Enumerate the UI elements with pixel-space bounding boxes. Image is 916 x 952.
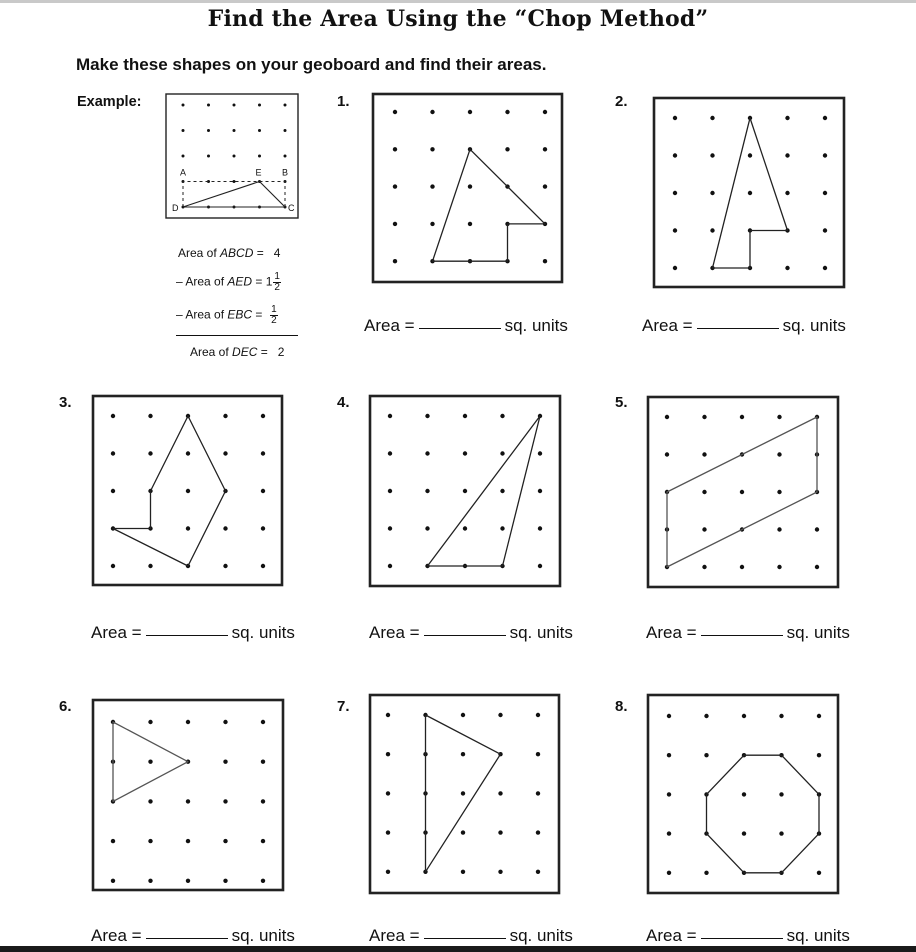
geoboard-3-peg (261, 414, 265, 418)
geoboard-4-peg (388, 526, 392, 530)
area-answer-7: Area = sq. units (369, 926, 573, 945)
geoboard-6-peg (111, 839, 115, 843)
geoboard-3-peg (148, 564, 152, 568)
geoboard-example-peg (233, 104, 236, 107)
geoboard-4-peg (463, 414, 467, 418)
geoboard-7-peg (498, 791, 502, 795)
geoboard-8-peg (742, 831, 746, 835)
geoboard-7-peg (498, 870, 502, 874)
shape-4-polygon (428, 416, 541, 566)
geoboard-8-peg (667, 753, 671, 757)
geoboard-7-peg (461, 870, 465, 874)
geoboard-8-peg (779, 714, 783, 718)
geoboard-4-peg (425, 414, 429, 418)
geoboard-5-peg (777, 452, 781, 456)
area-answer-2: Area = sq. units (642, 316, 846, 335)
geoboard-8-peg (817, 871, 821, 875)
geoboard-6-peg (186, 720, 190, 724)
geoboard-4-peg (388, 414, 392, 418)
calc-area-aed: – Area of AED = 1 $\frac{1}{2}$ (176, 271, 280, 293)
geoboard-4-peg (500, 451, 504, 455)
geoboard-example-peg (207, 155, 210, 158)
geoboard-6-peg (223, 720, 227, 724)
geoboard-3-peg (111, 489, 115, 493)
problem-number-7: 7. (337, 698, 350, 715)
geoboard-4-peg (388, 489, 392, 493)
calc-area-dec: Area of DEC = 2 (190, 345, 285, 359)
geoboard-example-peg (182, 129, 185, 132)
geoboard-6-peg (223, 879, 227, 883)
geoboard-example-peg (258, 104, 261, 107)
geoboard-2-peg (673, 116, 677, 120)
geoboard-2-peg (710, 153, 714, 157)
geoboard-5-peg (815, 527, 819, 531)
geoboard-1-peg (543, 110, 547, 114)
geoboard-7-peg (536, 713, 540, 717)
geoboard-6-peg (223, 799, 227, 803)
geoboard-5-peg (740, 490, 744, 494)
geoboard-3-peg (261, 489, 265, 493)
geoboard-3-peg (261, 451, 265, 455)
geoboard-2-peg (673, 191, 677, 195)
shape-1-polygon (433, 149, 546, 261)
geoboard-6-peg (186, 839, 190, 843)
geoboard-3-peg (111, 564, 115, 568)
geoboard-5-peg (702, 527, 706, 531)
geoboard-4-peg (463, 451, 467, 455)
geoboard-example-peg (233, 129, 236, 132)
geoboard-2-peg (710, 116, 714, 120)
geoboard-2-peg (748, 153, 752, 157)
geoboard-2-peg (748, 191, 752, 195)
geoboard-6-peg (223, 839, 227, 843)
geoboard-2-peg (823, 266, 827, 270)
geoboard-5-peg (777, 415, 781, 419)
geoboard-2-peg (785, 266, 789, 270)
geoboard-2-peg (823, 228, 827, 232)
geoboard-3-peg (111, 451, 115, 455)
geoboard-6-peg (148, 839, 152, 843)
geoboard-example-peg (182, 104, 185, 107)
geoboard-1-peg (468, 184, 472, 188)
example-point-label: C (288, 203, 295, 213)
geoboard-6-peg (148, 879, 152, 883)
geoboard-7-peg (461, 791, 465, 795)
geoboard-4-peg (388, 451, 392, 455)
geoboard-8-peg (667, 871, 671, 875)
geoboard-8-peg (779, 792, 783, 796)
bottom-rule (0, 946, 916, 952)
geoboard-6-peg (186, 879, 190, 883)
geoboard-example-peg (207, 104, 210, 107)
geoboard-6-peg (111, 879, 115, 883)
geoboard-2-peg (673, 266, 677, 270)
area-answer-3: Area = sq. units (91, 623, 295, 642)
geoboard-2-peg (710, 228, 714, 232)
geoboard-4-peg (425, 451, 429, 455)
geoboard-1-peg (393, 259, 397, 263)
geoboard-5-peg (740, 565, 744, 569)
geoboard-6-peg (261, 760, 265, 764)
geoboard-1-peg (543, 259, 547, 263)
geoboard-8-peg (704, 714, 708, 718)
geoboard-8-peg (742, 792, 746, 796)
geoboard-5-peg (777, 527, 781, 531)
geoboard-4-peg (425, 526, 429, 530)
example-triangle-dec (183, 182, 285, 208)
geoboard-3-peg (261, 526, 265, 530)
geoboard-1-peg (505, 147, 509, 151)
problem-number-3: 3. (59, 394, 72, 411)
geoboard-7-peg (498, 830, 502, 834)
geoboard-2-peg (673, 228, 677, 232)
geoboard-4-peg (500, 489, 504, 493)
problem-number-4: 4. (337, 394, 350, 411)
area-answer-8: Area = sq. units (646, 926, 850, 945)
geoboard-2-peg (673, 153, 677, 157)
page-title: Find the Area Using the “Chop Method” (207, 6, 709, 32)
calc-area-abcd: Area of ABCD = 4 (178, 246, 281, 260)
geoboard-example-peg (207, 129, 210, 132)
geoboard-1-peg (430, 222, 434, 226)
geoboard-3-peg (186, 489, 190, 493)
geoboard-1-frame (373, 94, 562, 282)
geoboard-example-peg (182, 155, 185, 158)
geoboard-7-peg (386, 752, 390, 756)
geoboard-1-peg (468, 110, 472, 114)
geoboard-6-peg (261, 839, 265, 843)
geoboard-5-peg (777, 490, 781, 494)
geoboard-example-peg (233, 180, 236, 183)
geoboard-3-peg (186, 526, 190, 530)
geoboard-8-peg (779, 831, 783, 835)
geoboard-7-peg (536, 870, 540, 874)
problem-number-5: 5. (615, 394, 628, 411)
geoboard-4-peg (463, 489, 467, 493)
geoboard-8-peg (667, 714, 671, 718)
geoboard-7-peg (498, 713, 502, 717)
geoboard-5-peg (740, 415, 744, 419)
geoboard-8-peg (817, 753, 821, 757)
geoboard-2-peg (823, 153, 827, 157)
geoboard-5-peg (815, 565, 819, 569)
geoboard-6-peg (148, 720, 152, 724)
geoboard-example-peg (284, 104, 287, 107)
geoboard-example-frame (166, 94, 298, 218)
geoboard-4-peg (538, 564, 542, 568)
area-answer-1: Area = sq. units (364, 316, 568, 335)
geoboard-3-peg (223, 526, 227, 530)
geoboard-7-peg (386, 791, 390, 795)
geoboard-6-frame (93, 700, 283, 890)
geoboard-8-peg (704, 753, 708, 757)
shape-3-polygon (113, 416, 226, 566)
geoboard-8-peg (667, 831, 671, 835)
instructions: Make these shapes on your geoboard and find their areas. (76, 55, 547, 74)
geoboard-7-peg (386, 870, 390, 874)
geoboard-5-peg (702, 490, 706, 494)
geoboard-1-peg (543, 147, 547, 151)
geoboard-4-peg (538, 451, 542, 455)
geoboard-1-peg (393, 147, 397, 151)
geoboard-4-peg (538, 489, 542, 493)
geoboard-example-peg (258, 155, 261, 158)
geoboard-1-peg (393, 184, 397, 188)
geoboard-1-peg (543, 184, 547, 188)
geoboard-2-peg (785, 191, 789, 195)
geoboard-5-peg (702, 565, 706, 569)
geoboard-1-peg (430, 110, 434, 114)
problem-number-2: 2. (615, 93, 628, 110)
shape-8-polygon (707, 755, 820, 873)
geoboard-7-peg (461, 713, 465, 717)
geoboard-1-peg (430, 147, 434, 151)
geoboard-7-peg (536, 830, 540, 834)
geoboard-3-peg (223, 451, 227, 455)
example-point-label: E (255, 167, 262, 178)
geoboard-5-peg (702, 452, 706, 456)
area-answer-5: Area = sq. units (646, 623, 850, 642)
geoboard-6-peg (261, 720, 265, 724)
geoboard-8-peg (704, 871, 708, 875)
geoboard-3-peg (223, 414, 227, 418)
example-label: Example: (77, 94, 142, 110)
geoboard-3-peg (148, 451, 152, 455)
geoboard-3-peg (223, 564, 227, 568)
problem-number-1: 1. (337, 93, 350, 110)
geoboard-7-peg (461, 752, 465, 756)
geoboard-5-peg (665, 452, 669, 456)
geoboard-7-peg (461, 830, 465, 834)
calc-area-ebc: – Area of EBC = $\frac{1}{2}$ (176, 304, 277, 326)
geoboard-example-peg (284, 155, 287, 158)
geoboard-2-peg (823, 191, 827, 195)
geoboard-example-peg (258, 129, 261, 132)
geoboard-4-peg (388, 564, 392, 568)
problem-number-8: 8. (615, 698, 628, 715)
fraction-half: $\frac{1}{2}$ (271, 304, 277, 326)
geoboard-5-peg (702, 415, 706, 419)
geoboard-2-peg (785, 153, 789, 157)
geoboard-3-peg (148, 414, 152, 418)
example-point-label: D (172, 203, 179, 213)
geoboard-7-peg (536, 752, 540, 756)
geoboard-3-peg (111, 414, 115, 418)
geoboard-4-peg (500, 526, 504, 530)
geoboard-6-peg (186, 799, 190, 803)
area-answer-4: Area = sq. units (369, 623, 573, 642)
geoboard-example-peg (233, 155, 236, 158)
geoboard-4-peg (425, 489, 429, 493)
geoboard-1-peg (430, 184, 434, 188)
geoboard-5-peg (665, 415, 669, 419)
example-rectangle-abcd (183, 182, 285, 208)
geoboard-5-peg (777, 565, 781, 569)
geoboard-6-peg (261, 799, 265, 803)
geoboard-8-peg (817, 714, 821, 718)
geoboard-2-peg (710, 191, 714, 195)
geoboard-6-peg (148, 799, 152, 803)
geoboard-2-peg (785, 116, 789, 120)
geoboard-7-peg (386, 830, 390, 834)
problem-number-6: 6. (59, 698, 72, 715)
fraction-half: $\frac{1}{2}$ (274, 271, 280, 293)
geoboard-8-peg (667, 792, 671, 796)
geoboard-7-peg (536, 791, 540, 795)
area-answer-6: Area = sq. units (91, 926, 295, 945)
example-point-label: A (180, 167, 187, 178)
example-point-label: B (282, 167, 289, 178)
geoboard-7-peg (386, 713, 390, 717)
geoboard-1-peg (468, 222, 472, 226)
geoboard-3-peg (186, 451, 190, 455)
geoboard-1-peg (505, 110, 509, 114)
geoboard-1-peg (393, 222, 397, 226)
geoboard-2-peg (823, 116, 827, 120)
geoboard-4-peg (538, 526, 542, 530)
geoboard-3-peg (261, 564, 265, 568)
geoboard-4-peg (463, 526, 467, 530)
geoboard-6-peg (148, 760, 152, 764)
geoboard-1-peg (393, 110, 397, 114)
geoboard-4-peg (500, 414, 504, 418)
geoboard-6-peg (223, 760, 227, 764)
geoboard-8-peg (742, 714, 746, 718)
geoboard-6-peg (261, 879, 265, 883)
geoboard-example-peg (284, 129, 287, 132)
